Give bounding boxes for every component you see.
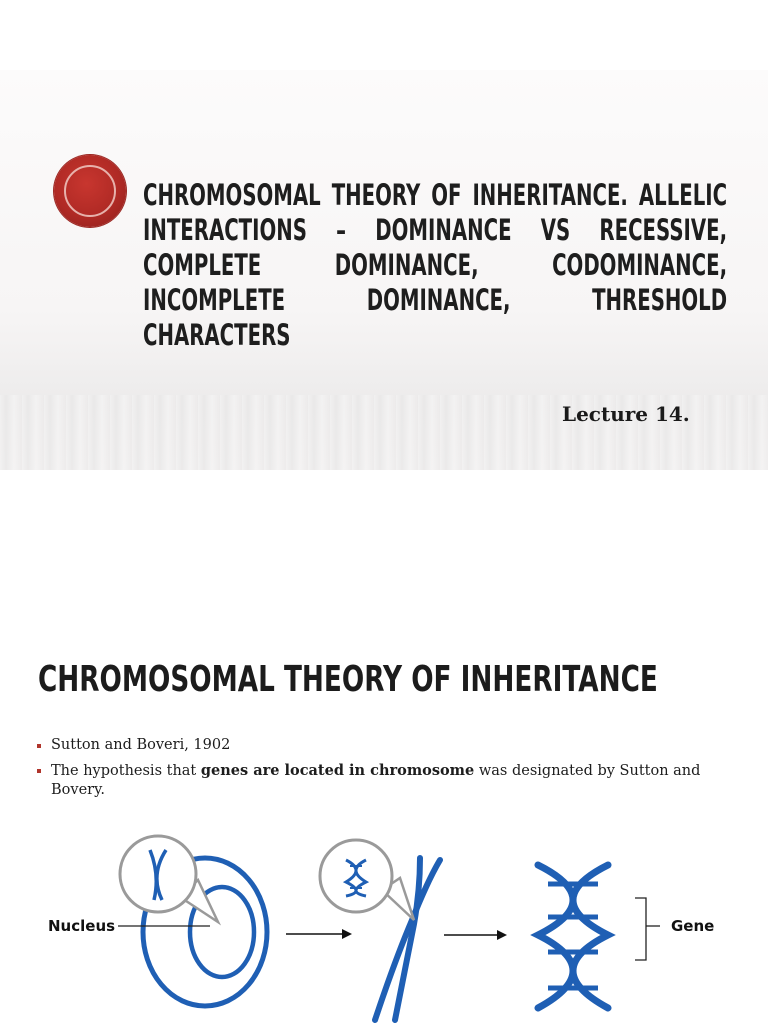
nucleus-label: Nucleus bbox=[48, 917, 116, 935]
arrow-icon bbox=[286, 929, 352, 939]
bullet-text-pre: The hypothesis that bbox=[51, 763, 201, 779]
diagram-svg bbox=[0, 820, 768, 1024]
bullet-item bbox=[34, 736, 734, 755]
content-slide-title: CHROMOSOMAL THEORY OF INHERITANCE bbox=[38, 659, 658, 700]
bullet-icon bbox=[37, 769, 41, 773]
red-circle-icon bbox=[54, 155, 126, 227]
bullet-item bbox=[34, 761, 734, 800]
chromosome-diagram bbox=[0, 820, 768, 1024]
bullet-text-post: was designated by Sutton and Bovery. bbox=[51, 763, 701, 798]
dna-helix-icon bbox=[538, 865, 608, 1008]
bullet-list bbox=[34, 736, 734, 806]
lecture-number: Lecture 14. bbox=[562, 402, 690, 426]
circle-ring bbox=[64, 165, 116, 217]
bullet-text-bold: genes are located in chromosome bbox=[200, 762, 475, 779]
magnifier-chromosome-icon bbox=[120, 836, 218, 922]
arrow-icon bbox=[444, 930, 507, 940]
bullet-icon bbox=[37, 744, 41, 748]
gene-label: Gene bbox=[671, 917, 715, 935]
bullet-text: Sutton and Boveri, 1902 bbox=[51, 737, 231, 753]
gene-bracket-icon bbox=[635, 898, 660, 960]
magnifier-dna-icon bbox=[320, 840, 414, 920]
slide-title: CHROMOSOMAL THEORY OF INHERITANCE. ALLELIC INTERACTIONS – DOMINANCE VS RECESSIVE, COMPLETE DOMINANCE, CODOMINANCE, INCOMPLETE DOMINANCE, THRESHOLD CHARACTERS bbox=[143, 178, 728, 352]
